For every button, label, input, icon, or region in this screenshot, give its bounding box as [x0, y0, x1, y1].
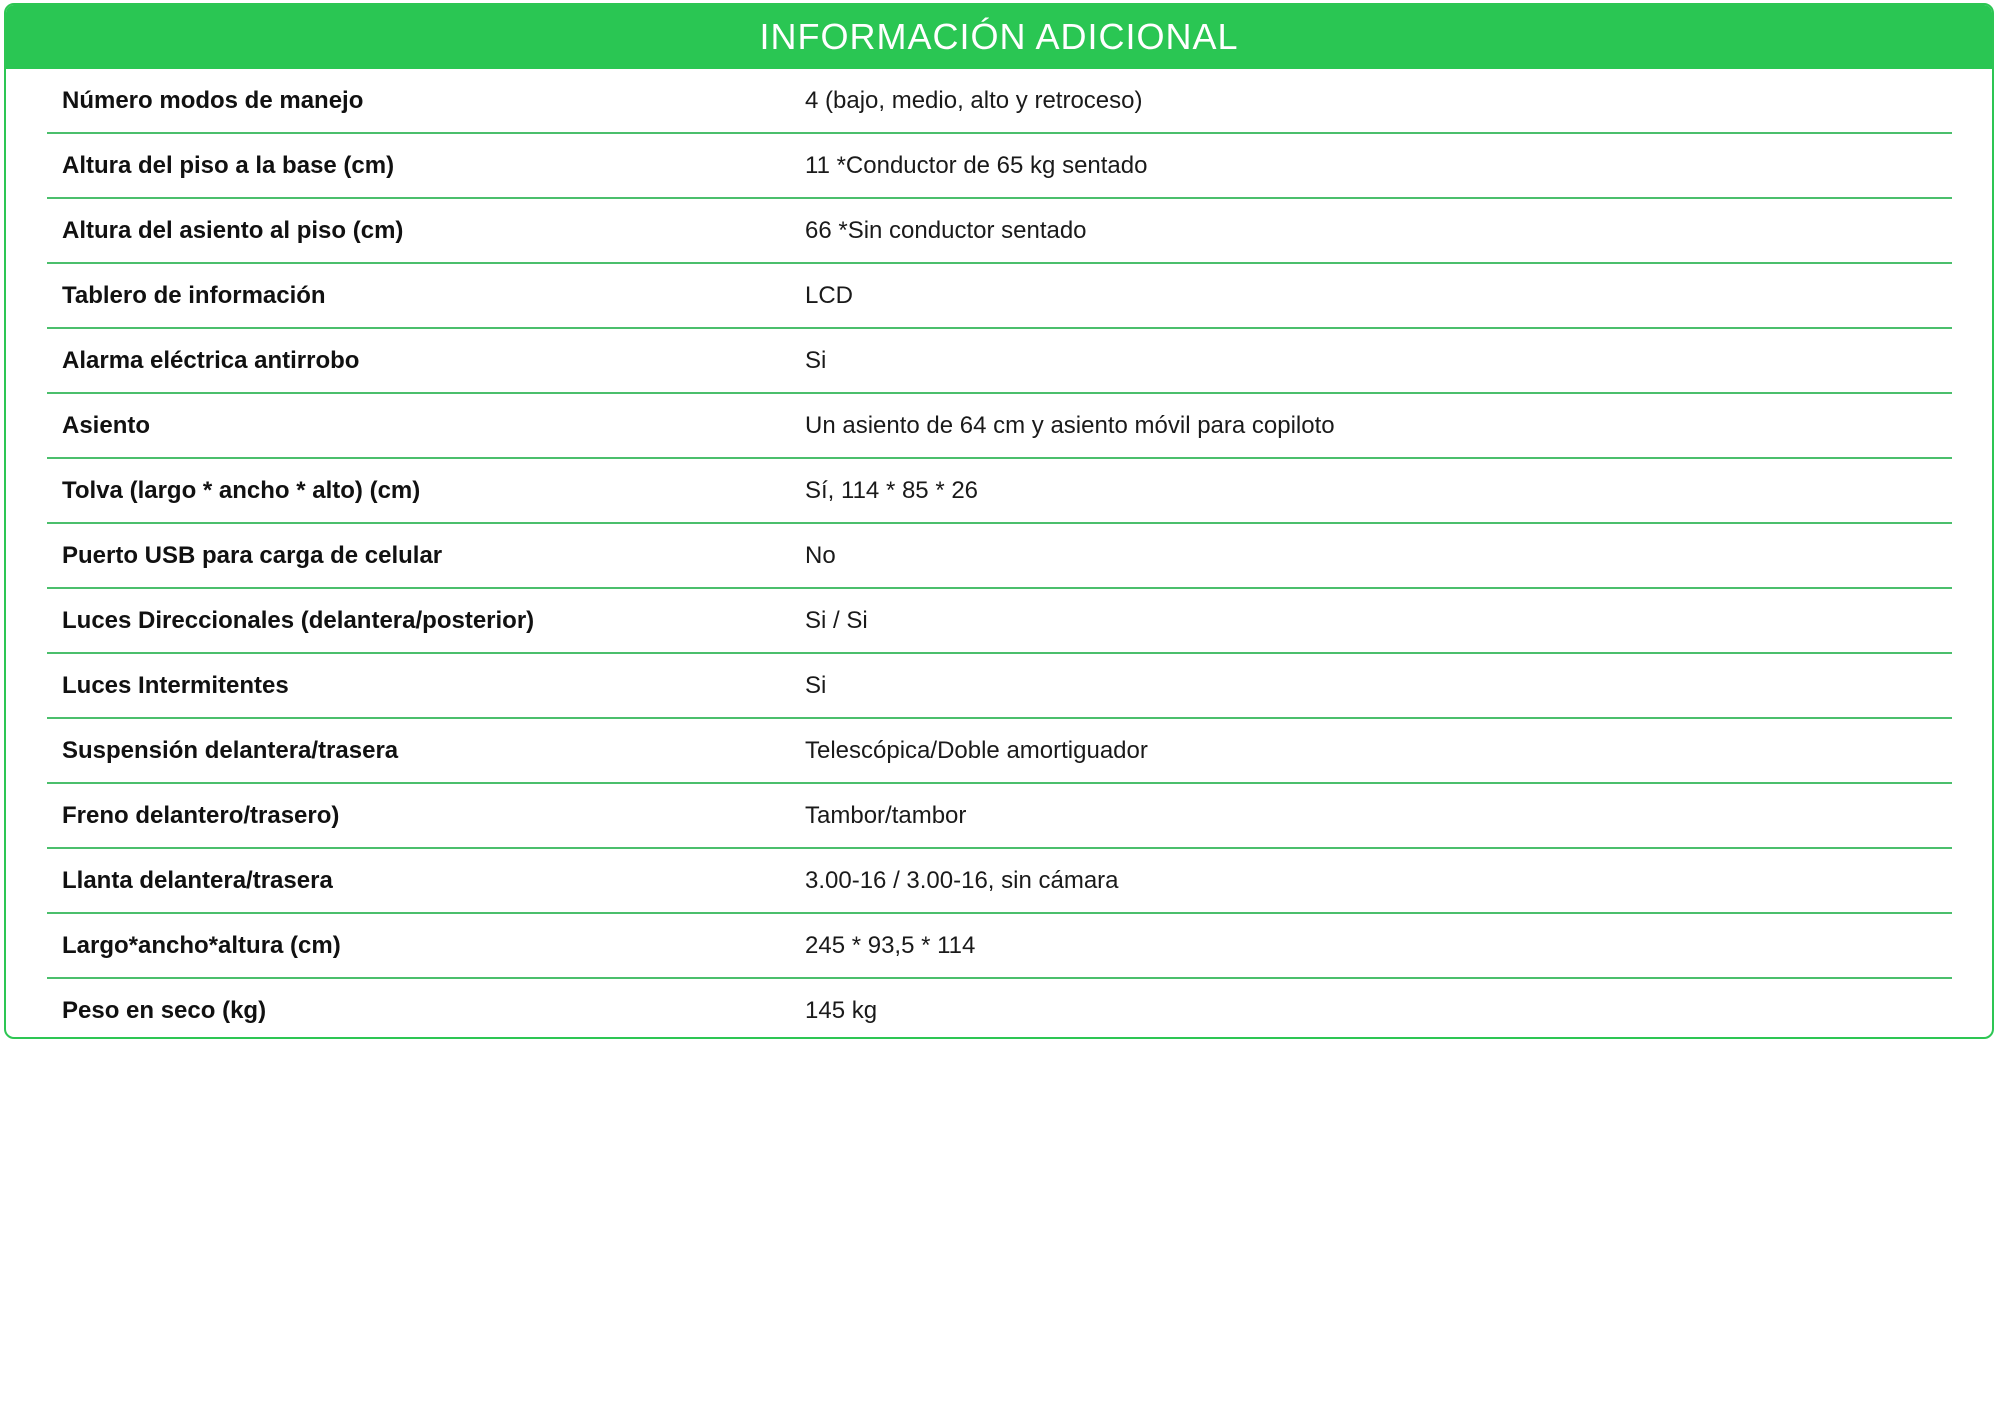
spec-row — [47, 264, 1952, 329]
spec-value: Si — [805, 346, 827, 374]
spec-label: Freno delantero/trasero) — [62, 801, 340, 829]
spec-row — [47, 654, 1952, 719]
spec-value: 245 * 93,5 * 114 — [805, 931, 976, 959]
spec-value: 11 *Conductor de 65 kg sentado — [805, 151, 1148, 179]
spec-value: 66 *Sin conductor sentado — [805, 216, 1087, 244]
spec-row — [47, 524, 1952, 589]
spec-row — [47, 69, 1952, 134]
spec-card — [4, 3, 1994, 1039]
spec-label: Número modos de manejo — [62, 86, 364, 114]
spec-label: Altura del piso a la base (cm) — [62, 151, 395, 179]
spec-value: Si — [805, 671, 827, 699]
spec-row — [47, 199, 1952, 264]
spec-label: Luces Direccionales (delantera/posterior) — [62, 606, 535, 634]
spec-row — [47, 914, 1952, 979]
spec-value: 145 kg — [805, 996, 878, 1024]
spec-label: Suspensión delantera/trasera — [62, 736, 399, 764]
spec-row — [47, 394, 1952, 459]
card-title: INFORMACIÓN ADICIONAL — [759, 16, 1239, 57]
spec-value: Tambor/tambor — [805, 801, 967, 829]
spec-value: 4 (bajo, medio, alto y retroceso) — [805, 86, 1143, 114]
spec-row — [47, 329, 1952, 394]
spec-label: Llanta delantera/trasera — [62, 866, 333, 894]
spec-row — [47, 849, 1952, 914]
spec-label: Tablero de información — [62, 281, 326, 309]
spec-value: Si / Si — [805, 606, 868, 634]
spec-label: Largo*ancho*altura (cm) — [62, 931, 341, 959]
card-header — [6, 5, 1992, 69]
spec-label: Puerto USB para carga de celular — [62, 541, 443, 569]
spec-row — [47, 459, 1952, 524]
spec-label: Altura del asiento al piso (cm) — [62, 216, 404, 244]
spec-label: Asiento — [62, 411, 151, 439]
spec-value: 3.00-16 / 3.00-16, sin cámara — [805, 866, 1119, 894]
spec-row — [47, 134, 1952, 199]
spec-value: LCD — [805, 281, 854, 309]
spec-label: Luces Intermitentes — [62, 671, 289, 699]
spec-label: Tolva (largo * ancho * alto) (cm) — [62, 476, 421, 504]
spec-value: No — [805, 541, 836, 569]
spec-label: Alarma eléctrica antirrobo — [62, 346, 360, 374]
spec-value: Sí, 114 * 85 * 26 — [805, 476, 979, 504]
spec-label: Peso en seco (kg) — [62, 996, 267, 1024]
spec-row — [47, 979, 1952, 1039]
spec-row — [47, 589, 1952, 654]
spec-row — [47, 719, 1952, 784]
spec-row — [47, 784, 1952, 849]
spec-value: Un asiento de 64 cm y asiento móvil para copiloto — [805, 411, 1335, 439]
spec-value: Telescópica/Doble amortiguador — [805, 736, 1148, 764]
spec-table — [47, 69, 1952, 1039]
